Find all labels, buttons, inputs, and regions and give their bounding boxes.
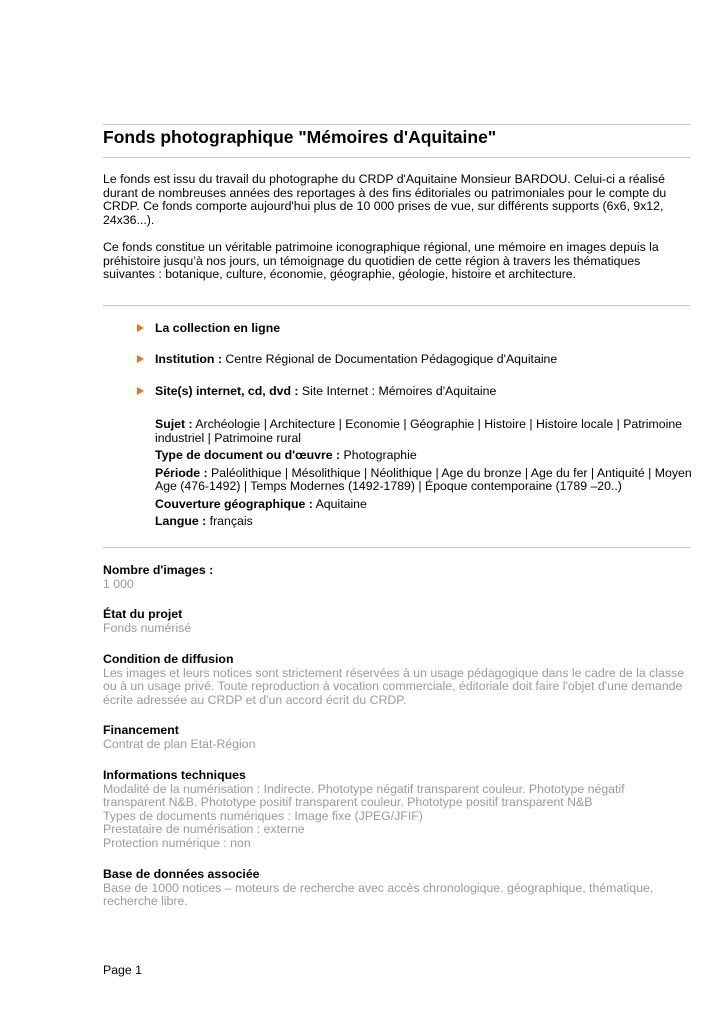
etat-label: État du projet [103,607,183,621]
langue-label: Langue : [155,514,207,528]
infos-label: Informations techniques [103,768,246,782]
periode-label: Période : [155,465,208,480]
collection-link[interactable]: La collection en ligne [155,321,281,335]
sites-value[interactable]: Site Internet : Mémoires d'Aquitaine [301,384,497,398]
meta-sujet [155,418,695,445]
meta-periode [155,467,695,494]
infos-line: Protection numérique : non [103,835,251,850]
field-diffusion [103,653,690,707]
field-financement [103,724,690,751]
institution-value: Centre Régional de Documentation Pédagogique d'Aquitaine [225,352,558,366]
intro-paragraph-2: Ce fonds constitue un véritable patrimoine iconographique régional, une mémoire en images depuis la préhistoire jusqu’à nos jours, un témoignage du quotidien de cette région à travers les thématiques suivantes : botanique, culture, économie, géographie, géologie, histoire et architecture. [103,240,659,281]
couverture-value: Aquitaine [315,496,367,511]
infos-line: Modalité de la numérisation : Indirecte. Phototype négatif transparent couleur. Phototype négatif transparent N&B. Phototype positif transparent couleur. Phototype positif transparent N&B [103,781,625,809]
images-label: Nombre d'images : [103,563,214,577]
arrow-bullet-icon [137,387,144,395]
arrow-bullet-icon [137,324,144,332]
meta-type [155,449,695,463]
meta-couverture [155,498,695,512]
field-infos [103,769,690,850]
section-divider [103,305,690,306]
arrow-bullet-icon [137,355,144,363]
meta-langue [155,515,695,529]
financement-label: Financement [103,723,179,737]
metadata-block [155,418,695,533]
intro-paragraph-1: Le fonds est issu du travail du photographe du CRDP d'Aquitaine Monsieur BARDOU. Celui-ci a réalisé durant de nombreuses années des reportages à des fins éditoriales ou patrimoniales pour le compte du CRDP. Ce fonds comporte aujourd'hui plus de 10 000 prises de vue, sur différents supports (6x6, 9x12, 24x36...). [103,172,667,227]
infos-line: Types de documents numériques : Image fixe (JPEG/JFIF) [103,808,423,823]
sujet-value: Archéologie | Architecture | Economie | Géographie | Histoire | Histoire locale | Patrimoine industriel | Patrimoine rural [155,417,682,445]
infos-line: Prestataire de numérisation : externe [103,822,305,836]
couverture-label: Couverture géographique : [155,496,313,511]
type-value: Photographie [343,448,417,462]
periode-value: Paléolithique | Mésolithique | Néolithique | Age du bronze | Age du fer | Antiquité | Moyen Age (476-1492) | Temps Modernes (1492-1789) | Époque contemporaine (1789 –20..) [155,465,692,493]
sujet-label: Sujet : [155,417,193,431]
etat-value: Fonds numérisé [103,620,192,635]
langue-value: français [209,514,253,528]
diffusion-value: Les images et leurs notices sont strictement réservées à un usage pédagogique dans le cadre de la classe ou à un usage privé. Toute reproduction à vocation commerciale, éditoriale doit faire l'objet d'une demande écrite adressée au CRDP et d'un accord écrit du CRDP. [103,665,685,707]
institution-label: Institution : [155,352,222,366]
title-divider [103,157,690,158]
page-title: Fonds photographique "Mémoires d'Aquitaine" [103,127,497,147]
meta-divider [103,547,690,548]
field-etat [103,608,690,635]
financement-value: Contrat de plan Etat-Région [103,736,256,751]
field-images [103,564,690,591]
top-divider [103,124,690,125]
images-value: 1 000 [103,576,134,591]
intro-text [103,173,690,296]
base-label: Base de données associée [103,867,260,881]
field-base [103,868,690,909]
page-number: Page 1 [103,963,142,977]
type-label: Type de document ou d'œuvre : [155,448,341,462]
diffusion-label: Condition de diffusion [103,652,234,666]
sites-label: Site(s) internet, cd, dvd : [155,384,299,398]
base-value: Base de 1000 notices – moteurs de recherche avec accès chronologique, géographique, thématique, recherche libre. [103,880,654,908]
